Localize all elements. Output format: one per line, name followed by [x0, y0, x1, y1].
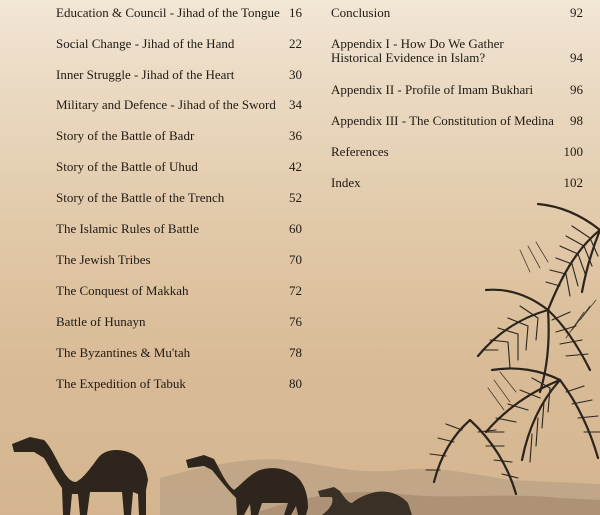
toc-entry-title: Appendix II - Profile of Imam Bukhari: [331, 82, 534, 97]
toc-entry[interactable]: [56, 191, 302, 205]
toc-entry[interactable]: [56, 377, 302, 391]
toc-entry-page: 100: [563, 144, 583, 159]
toc-entry-title: The Expedition of Tabuk: [56, 376, 186, 391]
toc-entry[interactable]: [56, 129, 302, 143]
toc-entry-title: Story of the Battle of the Trench: [56, 190, 225, 205]
toc-entry-title: Story of the Battle of Uhud: [56, 159, 198, 174]
toc-entry[interactable]: [331, 6, 583, 20]
toc-entry-title: The Jewish Tribes: [56, 252, 151, 267]
toc-entry-page: 22: [289, 36, 302, 51]
toc-entry[interactable]: [56, 6, 302, 20]
toc-entry-page: 80: [289, 376, 302, 391]
toc-entry-title: Social Change - Jihad of the Hand: [56, 36, 235, 51]
toc-entry-page: 30: [289, 67, 302, 82]
toc-entry-title: The Islamic Rules of Battle: [56, 221, 199, 236]
toc-entry-page: 76: [289, 314, 302, 329]
toc-entry[interactable]: [56, 253, 302, 267]
palm-icon: [426, 204, 600, 494]
toc-entry[interactable]: [56, 346, 302, 360]
toc-entry-title: The Byzantines & Mu'tah: [56, 345, 191, 360]
toc-entry[interactable]: [331, 114, 583, 128]
toc-entry[interactable]: [331, 176, 583, 190]
toc-entry-page: 70: [289, 252, 302, 267]
toc-entry-page: 72: [289, 283, 302, 298]
toc-entry-page: 36: [289, 128, 302, 143]
toc-entry-page: 98: [570, 113, 583, 128]
camel-icon: [12, 437, 148, 515]
toc-entry[interactable]: [56, 160, 302, 174]
toc-entry-page: 78: [289, 345, 302, 360]
toc-entry-page: 102: [563, 175, 583, 190]
toc-entry-title: Index: [331, 175, 361, 190]
toc-entry-page: 94: [570, 50, 583, 65]
toc-entry-title: Education & Council - Jihad of the Tongue: [56, 5, 280, 20]
toc-entry-title: Military and Defence - Jihad of the Sword: [56, 97, 276, 112]
toc-entry-title: Appendix III - The Constitution of Medina: [331, 113, 554, 128]
toc-entry[interactable]: [56, 222, 302, 236]
toc-entry[interactable]: [331, 145, 583, 159]
toc-entry-page: 52: [289, 190, 302, 205]
toc-entry-page: 16: [289, 5, 302, 20]
toc-entry-page: 96: [570, 82, 583, 97]
toc-entry-page: 42: [289, 159, 302, 174]
toc-entry-title: References: [331, 144, 389, 159]
toc-entry-page: 60: [289, 221, 302, 236]
toc-entry-title: Inner Struggle - Jihad of the Heart: [56, 67, 235, 82]
toc-entry[interactable]: [56, 315, 302, 329]
toc-entry[interactable]: [331, 37, 583, 65]
toc-entry-title: Battle of Hunayn: [56, 314, 146, 329]
toc-entry[interactable]: [56, 68, 302, 82]
toc-entry[interactable]: [331, 83, 583, 97]
toc-entry-title: Conclusion: [331, 5, 391, 20]
toc-entry[interactable]: [56, 37, 302, 51]
toc-entry-page: 34: [289, 97, 302, 112]
toc-entry-title: Appendix I - How Do We Gather Historical Evidence in Islam?: [331, 36, 504, 65]
toc-entry[interactable]: [56, 98, 302, 112]
toc-entry-title: Story of the Battle of Badr: [56, 128, 195, 143]
toc-entry-page: 92: [570, 5, 583, 20]
toc-entry[interactable]: [56, 284, 302, 298]
toc-entry-title: The Conquest of Makkah: [56, 283, 189, 298]
